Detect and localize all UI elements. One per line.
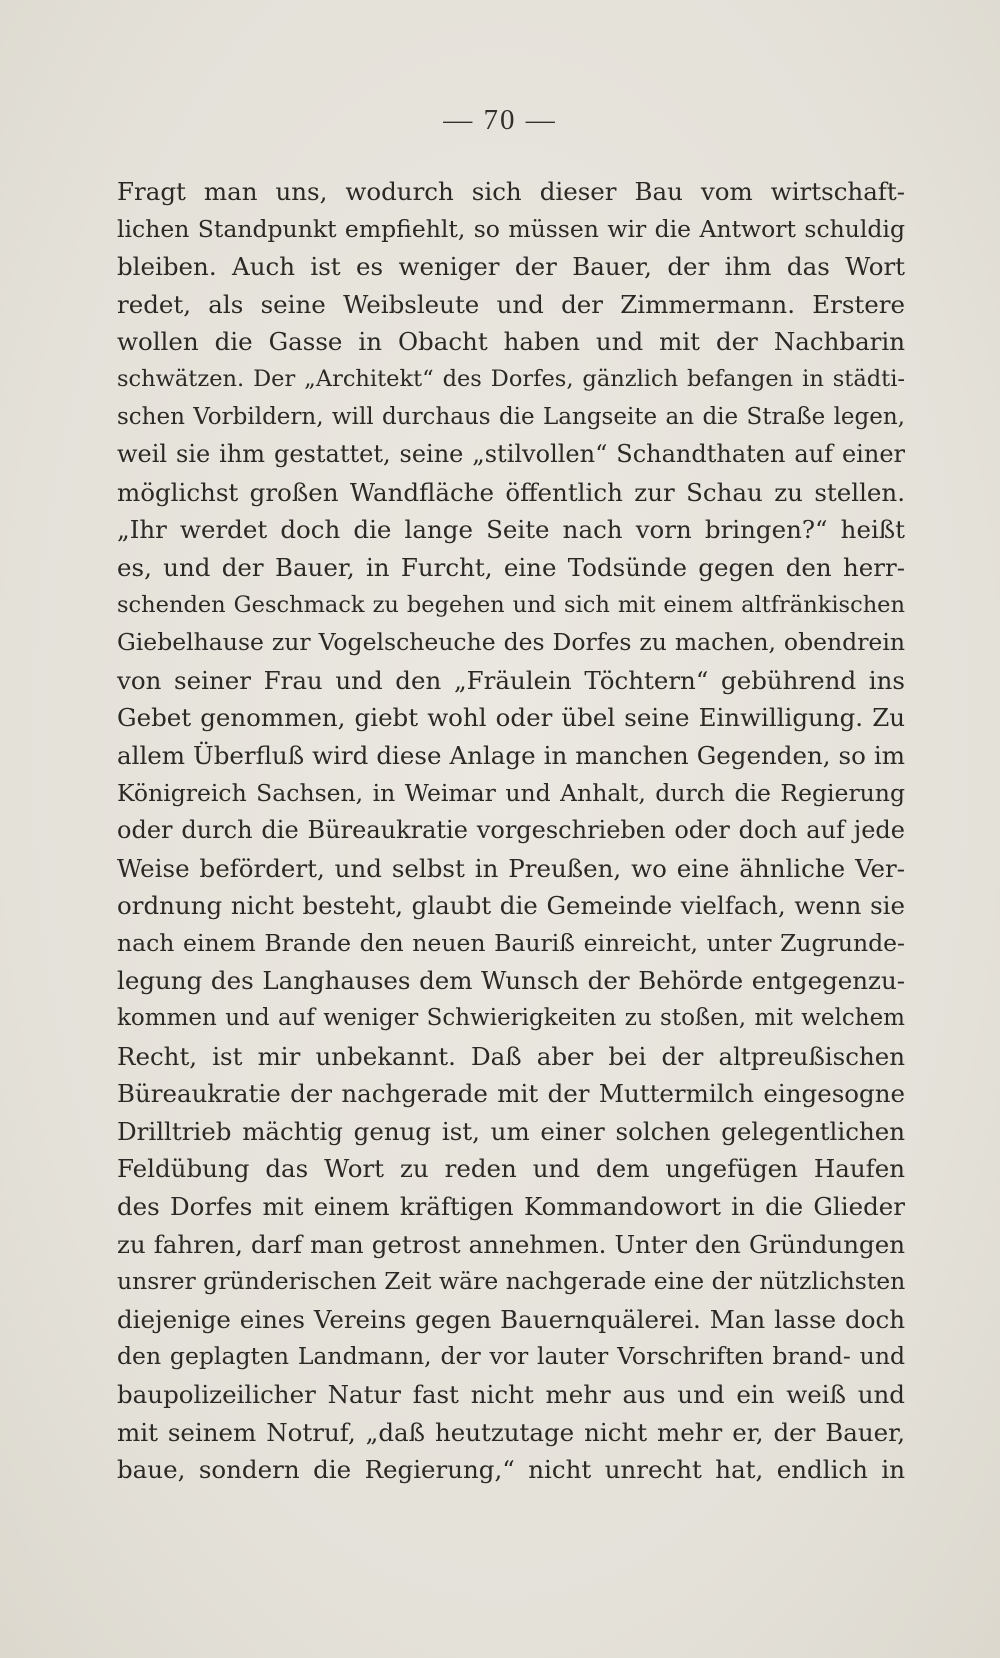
text-line: Büreaukratie der nachgerade mit der Muttermilch eingesogne — [117, 1079, 905, 1109]
text-line: kommen und auf weniger Schwierigkeiten zu stoßen, mit welchem — [117, 1005, 905, 1032]
text-line: diejenige eines Vereins gegen Bauernquälerei. Man lasse doch — [117, 1304, 905, 1334]
text-line: wollen die Gasse in Obacht haben und mit der Nachbarin — [117, 327, 905, 357]
text-line: Feldübung das Wort zu reden und dem ungefügen Haufen — [117, 1154, 905, 1184]
text-line: bleiben. Auch ist es weniger der Bauer, der ihm das Wort — [117, 252, 905, 282]
text-line: Drilltrieb mächtig genug ist, um einer solchen gelegentlichen — [117, 1116, 905, 1146]
text-line: oder durch die Büreaukratie vorgeschrieben oder doch auf jede — [117, 816, 905, 845]
text-line: redet, als seine Weibsleute und der Zimmermann. Erstere — [117, 289, 905, 319]
page-number: — 70 — — [443, 104, 557, 136]
text-line: zu fahren, darf man getrost annehmen. Unter den Gründungen — [117, 1229, 905, 1259]
text-line: Recht, ist mir unbekannt. Daß aber bei der altpreußischen — [117, 1041, 905, 1071]
text-line: schen Vorbildern, will durchaus die Langseite an die Straße legen, — [117, 403, 905, 430]
text-line: legung des Langhauses dem Wunsch der Behörde entgegenzu- — [117, 966, 905, 996]
body-text — [117, 173, 905, 1489]
text-line: Giebelhause zur Vogelscheuche des Dorfes zu machen, obendrein — [117, 628, 905, 657]
text-line: schenden Geschmack zu begehen und sich mit einem altfränkischen — [117, 591, 905, 618]
text-line: nach einem Brande den neuen Bauriß einreicht, unter Zugrunde- — [117, 928, 905, 957]
text-line: lichen Standpunkt empfiehlt, so müssen wir die Antwort schuldig — [117, 214, 905, 243]
text-line: von seiner Frau und den „Fräulein Töchtern“ gebührend ins — [117, 665, 905, 695]
text-line: weil sie ihm gestattet, seine „stilvollen“ Schandthaten auf einer — [117, 440, 905, 469]
text-line: baupolizeilicher Natur fast nicht mehr aus und ein weiß und — [117, 1380, 905, 1409]
text-line: „Ihr werdet doch die lange Seite nach vorn bringen?“ heißt — [117, 515, 905, 545]
text-line: möglichst großen Wandfläche öffentlich zur Schau zu stellen. — [117, 477, 905, 507]
text-line: Königreich Sachsen, in Weimar und Anhalt, durch die Regierung — [117, 778, 905, 807]
text-line: es, und der Bauer, in Furcht, eine Todsünde gegen den herr- — [117, 552, 905, 582]
text-line: Weise befördert, und selbst in Preußen, wo eine ähnliche Ver- — [117, 853, 905, 883]
text-line: den geplagten Landmann, der vor lauter Vorschriften brand- und — [117, 1342, 905, 1371]
text-line: Gebet genommen, giebt wohl oder übel seine Einwilligung. Zu — [117, 703, 905, 733]
text-line: des Dorfes mit einem kräftigen Kommandowort in die Glieder — [117, 1192, 905, 1222]
text-line: mit seinem Notruf, „daß heutzutage nicht mehr er, der Bauer, — [117, 1417, 905, 1447]
text-line: baue, sondern die Regierung,“ nicht unrecht hat, endlich in — [117, 1455, 905, 1485]
text-line: Fragt man uns, wodurch sich dieser Bau vom wirtschaft- — [117, 177, 905, 206]
text-line: unsrer gründerischen Zeit wäre nachgerade eine der nützlichsten — [117, 1267, 906, 1296]
text-line: schwätzen. Der „Architekt“ des Dorfes, gänzlich befangen in städti- — [117, 365, 905, 392]
text-line: ordnung nicht besteht, glaubt die Gemeinde vielfach, wenn sie — [117, 891, 905, 921]
text-line: allem Überfluß wird diese Anlage in manchen Gegenden, so im — [117, 740, 905, 770]
